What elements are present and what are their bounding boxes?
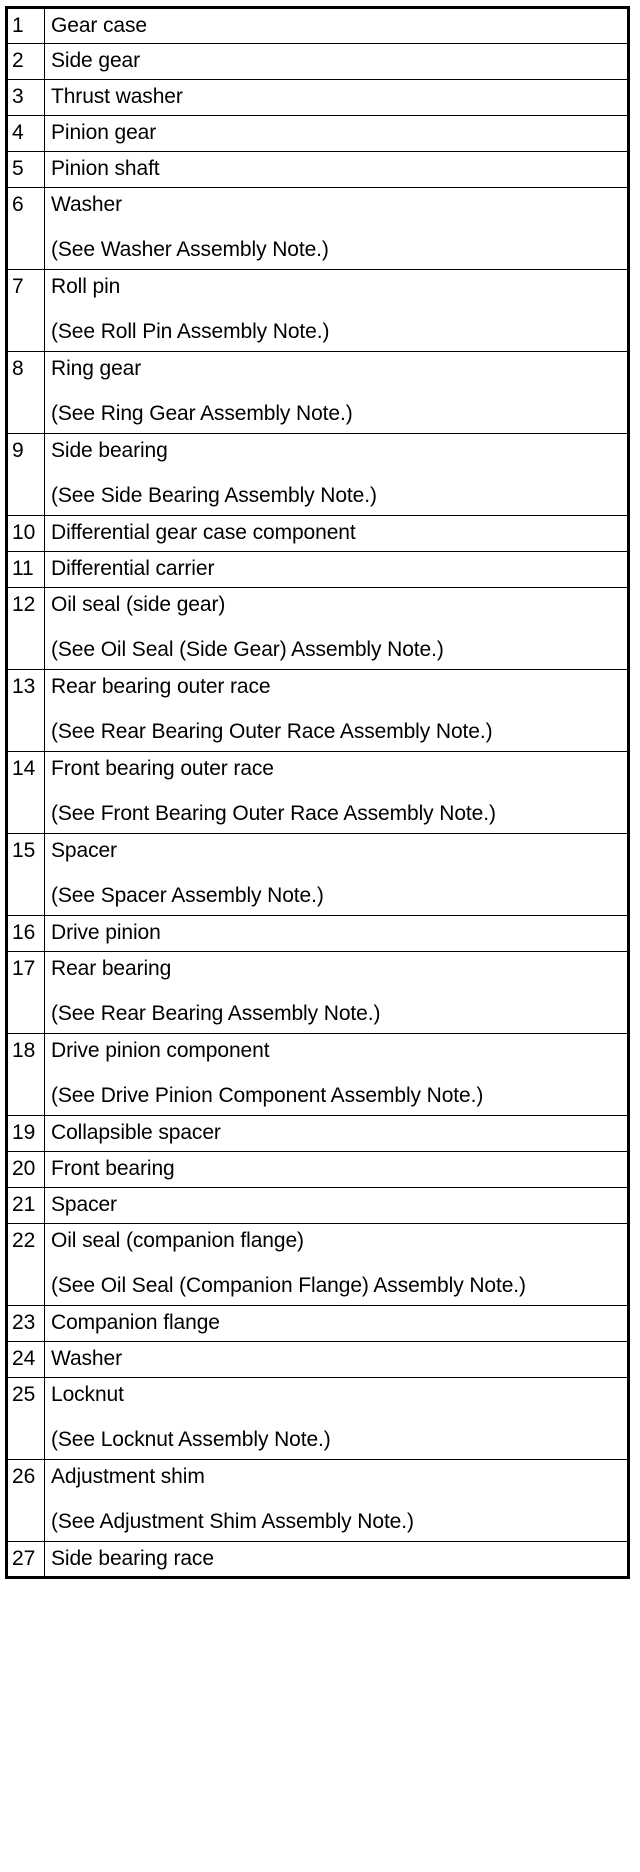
part-description	[45, 588, 629, 670]
part-number: 14	[7, 752, 45, 834]
assembly-note: (See Rear Bearing Outer Race Assembly Note.)	[51, 720, 493, 743]
part-number: 20	[7, 1152, 45, 1188]
part-name: Locknut	[51, 1383, 124, 1406]
part-number: 11	[7, 552, 45, 588]
part-description	[45, 916, 629, 952]
part-name: Front bearing outer race	[51, 757, 274, 780]
parts-list-body	[7, 8, 629, 1578]
table-row	[7, 1460, 629, 1542]
table-row	[7, 752, 629, 834]
table-row	[7, 916, 629, 952]
part-description	[45, 1306, 629, 1342]
part-number: 12	[7, 588, 45, 670]
part-number: 16	[7, 916, 45, 952]
table-row	[7, 1224, 629, 1306]
part-number: 10	[7, 516, 45, 552]
table-row	[7, 434, 629, 516]
part-description	[45, 188, 629, 270]
assembly-note: (See Locknut Assembly Note.)	[51, 1428, 331, 1451]
part-name: Oil seal (side gear)	[51, 593, 226, 616]
table-row	[7, 1116, 629, 1152]
table-row	[7, 44, 629, 80]
parts-list-table	[5, 6, 630, 1579]
part-description	[45, 152, 629, 188]
part-description	[45, 670, 629, 752]
table-row	[7, 1306, 629, 1342]
table-row	[7, 1152, 629, 1188]
part-name: Differential gear case component	[51, 521, 356, 544]
part-name: Drive pinion component	[51, 1039, 270, 1062]
part-name: Gear case	[51, 14, 147, 37]
table-row	[7, 670, 629, 752]
table-row	[7, 352, 629, 434]
table-row	[7, 1188, 629, 1224]
part-number: 19	[7, 1116, 45, 1152]
table-row	[7, 116, 629, 152]
part-name: Spacer	[51, 839, 117, 862]
part-number: 5	[7, 152, 45, 188]
part-name: Companion flange	[51, 1311, 220, 1334]
part-number: 6	[7, 188, 45, 270]
part-number: 25	[7, 1378, 45, 1460]
table-row	[7, 1034, 629, 1116]
table-row	[7, 80, 629, 116]
part-number: 1	[7, 8, 45, 44]
part-name: Pinion shaft	[51, 157, 160, 180]
assembly-note: (See Oil Seal (Companion Flange) Assembly Note.)	[51, 1274, 526, 1297]
part-number: 27	[7, 1542, 45, 1578]
part-name: Washer	[51, 1347, 122, 1370]
part-description	[45, 270, 629, 352]
part-description	[45, 1378, 629, 1460]
table-row	[7, 552, 629, 588]
part-description	[45, 1542, 629, 1578]
part-name: Ring gear	[51, 357, 142, 380]
part-name: Side bearing race	[51, 1547, 214, 1570]
part-description	[45, 1152, 629, 1188]
part-name: Thrust washer	[51, 85, 183, 108]
part-number: 24	[7, 1342, 45, 1378]
assembly-note: (See Rear Bearing Assembly Note.)	[51, 1002, 381, 1025]
part-description	[45, 1034, 629, 1116]
part-name: Rear bearing outer race	[51, 675, 271, 698]
part-description	[45, 44, 629, 80]
part-description	[45, 1460, 629, 1542]
assembly-note: (See Roll Pin Assembly Note.)	[51, 320, 330, 343]
part-name: Rear bearing	[51, 957, 172, 980]
part-description	[45, 952, 629, 1034]
part-description	[45, 8, 629, 44]
part-number: 21	[7, 1188, 45, 1224]
assembly-note: (See Side Bearing Assembly Note.)	[51, 484, 377, 507]
part-number: 15	[7, 834, 45, 916]
part-number: 22	[7, 1224, 45, 1306]
part-description	[45, 834, 629, 916]
part-description	[45, 552, 629, 588]
part-number: 9	[7, 434, 45, 516]
part-number: 7	[7, 270, 45, 352]
part-description	[45, 352, 629, 434]
assembly-note: (See Front Bearing Outer Race Assembly Note.)	[51, 802, 496, 825]
part-name: Collapsible spacer	[51, 1121, 221, 1144]
table-row	[7, 834, 629, 916]
part-name: Side gear	[51, 49, 140, 72]
part-description	[45, 434, 629, 516]
part-description	[45, 1224, 629, 1306]
part-description	[45, 516, 629, 552]
part-description	[45, 80, 629, 116]
part-name: Front bearing	[51, 1157, 175, 1180]
part-name: Washer	[51, 193, 122, 216]
table-row	[7, 1542, 629, 1578]
part-number: 26	[7, 1460, 45, 1542]
assembly-note: (See Ring Gear Assembly Note.)	[51, 402, 353, 425]
assembly-note: (See Spacer Assembly Note.)	[51, 884, 324, 907]
table-row	[7, 952, 629, 1034]
part-number: 17	[7, 952, 45, 1034]
table-row	[7, 1378, 629, 1460]
part-name: Adjustment shim	[51, 1465, 205, 1488]
table-row	[7, 516, 629, 552]
assembly-note: (See Oil Seal (Side Gear) Assembly Note.)	[51, 638, 444, 661]
assembly-note: (See Adjustment Shim Assembly Note.)	[51, 1510, 414, 1533]
part-number: 3	[7, 80, 45, 116]
assembly-note: (See Washer Assembly Note.)	[51, 238, 329, 261]
part-number: 8	[7, 352, 45, 434]
part-name: Pinion gear	[51, 121, 157, 144]
part-name: Roll pin	[51, 275, 121, 298]
part-description	[45, 1342, 629, 1378]
part-number: 13	[7, 670, 45, 752]
part-description	[45, 752, 629, 834]
part-name: Spacer	[51, 1193, 117, 1216]
part-name: Oil seal (companion flange)	[51, 1229, 304, 1252]
part-description	[45, 116, 629, 152]
table-row	[7, 188, 629, 270]
table-row	[7, 588, 629, 670]
part-description	[45, 1116, 629, 1152]
part-name: Drive pinion	[51, 921, 161, 944]
part-number: 18	[7, 1034, 45, 1116]
table-row	[7, 8, 629, 44]
table-row	[7, 270, 629, 352]
table-row	[7, 1342, 629, 1378]
part-name: Differential carrier	[51, 557, 215, 580]
part-description	[45, 1188, 629, 1224]
part-number: 23	[7, 1306, 45, 1342]
part-number: 2	[7, 44, 45, 80]
part-number: 4	[7, 116, 45, 152]
assembly-note: (See Drive Pinion Component Assembly Note.)	[51, 1084, 484, 1107]
part-name: Side bearing	[51, 439, 168, 462]
table-row	[7, 152, 629, 188]
